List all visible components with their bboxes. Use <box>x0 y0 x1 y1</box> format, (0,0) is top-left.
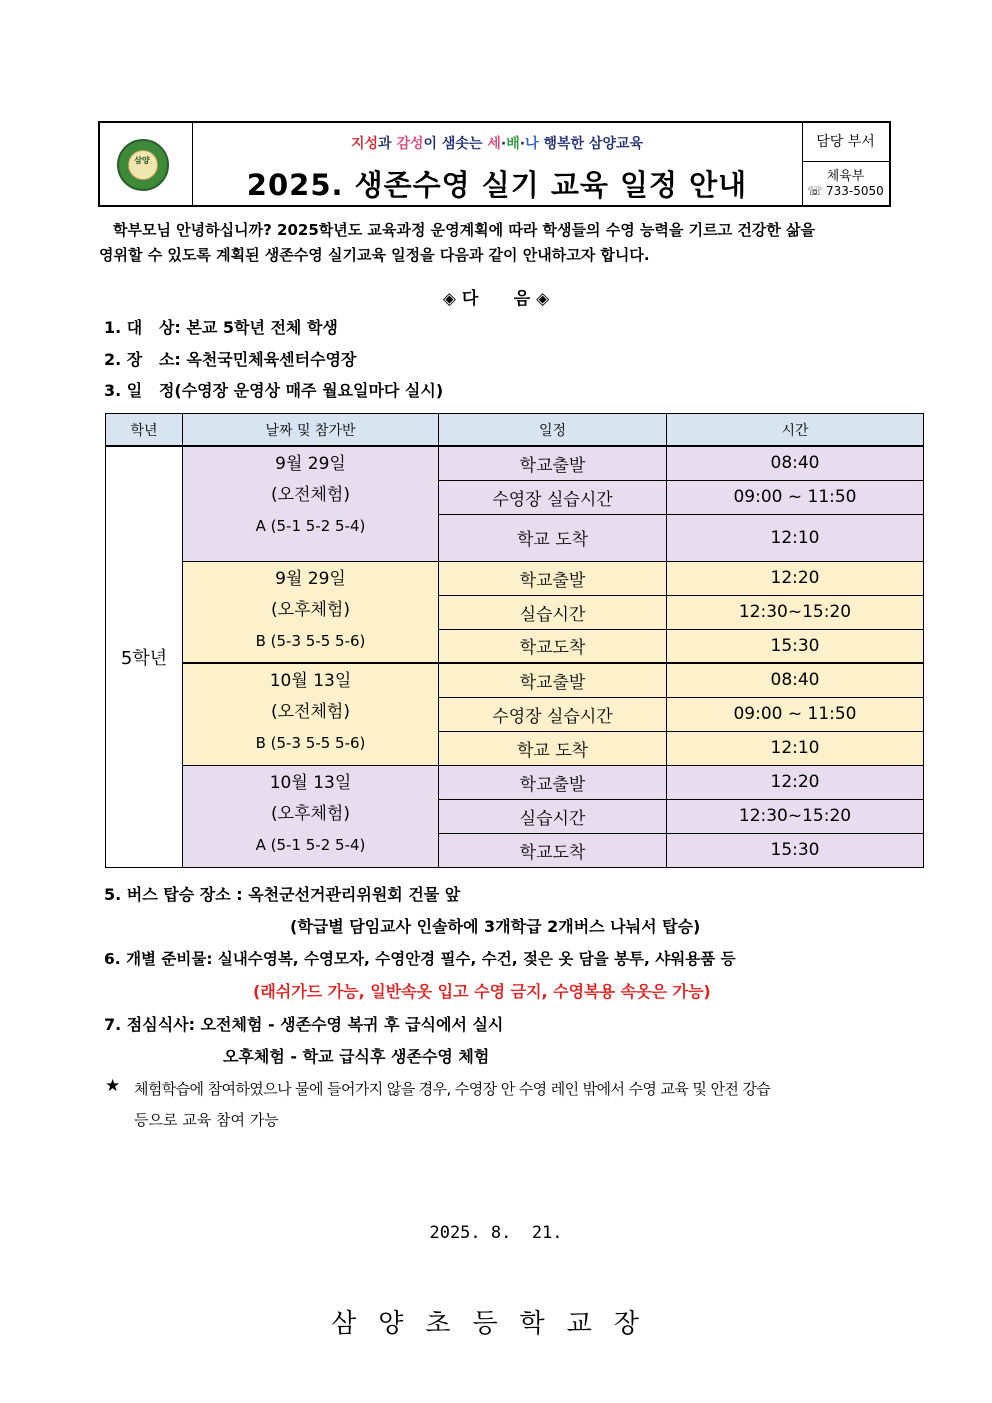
note-lunch: 7. 점심식사: 오전체험 - 생존수영 복귀 후 급식에서 실시 <box>104 1015 504 1034</box>
department-cell <box>802 123 889 205</box>
date-cell <box>183 561 439 663</box>
time-cell: 09:00 ~ 11:50 <box>667 697 924 731</box>
slogan-part: 이 샘솟는 <box>423 136 488 152</box>
date-cell <box>183 765 439 867</box>
session-text: (오전체험) <box>271 485 350 505</box>
time-cell: 12:10 <box>667 731 924 765</box>
school-logo <box>117 139 169 191</box>
date-cell <box>183 663 439 765</box>
date-text: 9월 29일 <box>275 568 346 589</box>
intro-line-1: 학부모님 안녕하십니까? 2025학년도 교육과정 운영계획에 따라 학생들의 수영 능력을 기르고 건강한 삶을 <box>113 221 815 239</box>
table-header-row <box>106 414 924 447</box>
table-row <box>106 765 924 799</box>
department-name: 체육부 <box>826 169 865 184</box>
item-place: 2. 장 소: 옥천국민체육센터수영장 <box>104 350 357 369</box>
header-grade: 학년 <box>106 414 183 447</box>
time-cell: 08:40 <box>667 446 924 480</box>
slogan-part: · <box>500 136 507 152</box>
note-preparation: 6. 개별 준비물: 실내수영복, 수영모자, 수영안경 필수, 수건, 젖은 옷 담을 봉투, 샤워용품 등 <box>104 950 736 968</box>
classes-text: A (5-1 5-2 5-4) <box>255 835 366 854</box>
grade-cell: 5학년 <box>106 446 183 867</box>
event-cell: 학교 도착 <box>439 514 667 561</box>
time-cell: 12:30~15:20 <box>667 799 924 833</box>
table-row <box>106 561 924 595</box>
header-event: 일정 <box>439 414 667 447</box>
date-text: 9월 29일 <box>275 454 346 474</box>
event-cell: 실습시간 <box>439 799 667 833</box>
item-target: 1. 대 상: 본교 5학년 전체 학생 <box>104 318 338 337</box>
session-text: (오후체험) <box>271 803 350 824</box>
slogan-part: 나 <box>525 136 539 152</box>
note-star-line-1: 체험학습에 참여하였으나 물에 들어가지 않을 경우, 수영장 안 수영 레인 밖에서 수영 교육 및 안전 강습 <box>134 1080 771 1098</box>
slogan-part: · <box>519 136 526 152</box>
time-cell: 12:30~15:20 <box>667 595 924 629</box>
event-cell: 학교출발 <box>439 561 667 595</box>
date-cell <box>183 446 439 561</box>
date-text: 10월 13일 <box>269 772 352 793</box>
header-time: 시간 <box>667 414 924 447</box>
time-cell: 15:30 <box>667 629 924 663</box>
table-row <box>106 663 924 697</box>
slogan-part: 과 <box>378 136 397 152</box>
event-cell: 학교 도착 <box>439 731 667 765</box>
school-logo-emblem <box>128 150 158 180</box>
section-heading: ◈ 다 음 ◈ <box>442 289 550 309</box>
event-cell: 학교출발 <box>439 446 667 480</box>
school-logo-text: 삼양 <box>134 156 150 165</box>
intro-line-2: 영위할 수 있도록 계획된 생존수영 실기교육 일정을 다음과 같이 안내하고자 합니다. <box>99 246 650 264</box>
note-lunch-detail: 오후체험 - 학교 급식후 생존수영 체험 <box>223 1047 490 1066</box>
title-cell <box>192 123 803 205</box>
slogan <box>192 133 802 153</box>
event-cell: 학교출발 <box>439 765 667 799</box>
classes-text: B (5-3 5-5 5-6) <box>255 734 366 752</box>
event-cell: 학교도착 <box>439 629 667 663</box>
note-bus-detail: (학급별 담임교사 인솔하에 3개학급 2개버스 나눠서 탑승) <box>290 917 701 936</box>
school-name: 삼양초등학교장 <box>331 1309 661 1339</box>
session-text: (오후체험) <box>271 599 350 620</box>
item-schedule: 3. 일 정(수영장 운영상 매주 월요일마다 실시) <box>104 381 444 400</box>
note-bus: 5. 버스 탑승 장소 : 옥천군선거관리위원회 건물 앞 <box>104 885 461 904</box>
schedule-table <box>105 413 924 868</box>
table-row <box>106 446 924 480</box>
document-header <box>98 121 891 207</box>
classes-text: B (5-3 5-5 5-6) <box>255 631 366 650</box>
header-date: 날짜 및 참가반 <box>183 414 439 447</box>
document-title: 2025. 생존수영 실기 교육 일정 안내 <box>246 168 748 202</box>
slogan-part: 감성 <box>396 136 424 152</box>
slogan-part: 지성 <box>350 136 379 152</box>
session-text: (오전체험) <box>271 702 350 722</box>
star-icon: ★ <box>105 1076 121 1096</box>
time-cell: 12:20 <box>667 561 924 595</box>
note-star-line-2: 등으로 교육 참여 가능 <box>134 1111 279 1129</box>
slogan-part: 배 <box>506 136 520 152</box>
issue-date: 2025. 8. 21. <box>429 1223 563 1243</box>
time-cell: 08:40 <box>667 663 924 697</box>
slogan-part: 세 <box>487 136 501 152</box>
department-phone: ☏ 733-5050 <box>807 184 884 198</box>
time-cell: 15:30 <box>667 833 924 867</box>
slogan-part: 행복한 삼양교육 <box>538 136 644 152</box>
event-cell: 실습시간 <box>439 595 667 629</box>
logo-cell <box>100 123 193 205</box>
note-preparation-detail: (래쉬가드 가능, 일반속옷 입고 수영 금지, 수영복용 속옷은 가능) <box>253 982 711 1001</box>
time-cell: 09:00 ~ 11:50 <box>667 480 924 514</box>
department-label: 담당 부서 <box>802 123 889 162</box>
time-cell: 12:10 <box>667 514 924 561</box>
date-text: 10월 13일 <box>269 671 352 691</box>
event-cell: 수영장 실습시간 <box>439 480 667 514</box>
classes-text: A (5-1 5-2 5-4) <box>255 517 366 535</box>
time-cell: 12:20 <box>667 765 924 799</box>
event-cell: 학교도착 <box>439 833 667 867</box>
event-cell: 수영장 실습시간 <box>439 697 667 731</box>
event-cell: 학교출발 <box>439 663 667 697</box>
